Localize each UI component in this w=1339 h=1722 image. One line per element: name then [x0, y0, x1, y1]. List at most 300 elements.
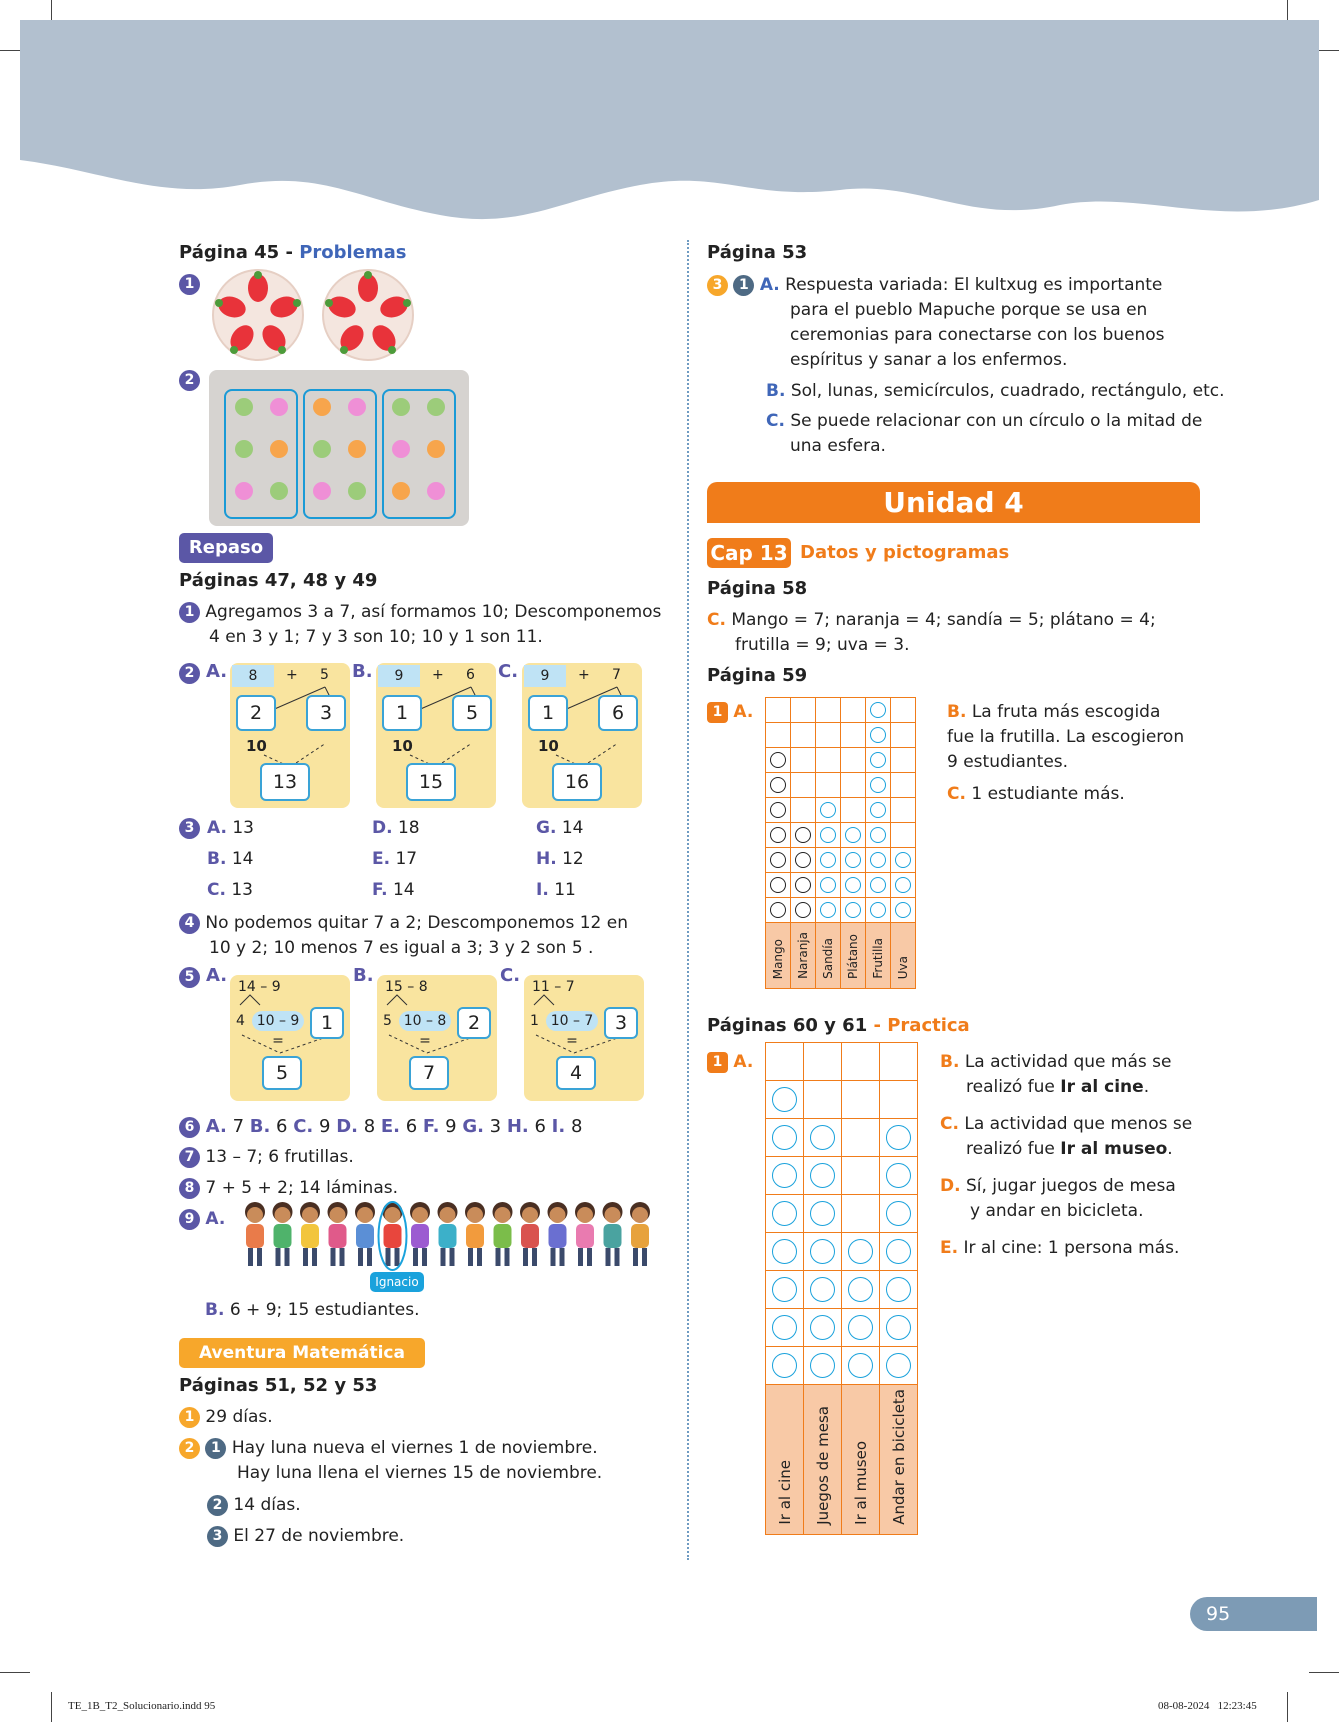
q6-value: 3 [483, 1116, 507, 1137]
pictograph-cell [816, 898, 841, 923]
pictograph-cell [866, 898, 891, 923]
q3-answer: H. 12 [536, 849, 584, 869]
pictograph-cell [766, 1157, 804, 1195]
pictograph-cell [766, 1309, 804, 1347]
q6-label: G. [462, 1116, 484, 1137]
q2-addend-a: 9 [524, 665, 566, 687]
pictograph-cell [841, 848, 866, 873]
q6-value: 8 [565, 1116, 583, 1137]
pictograph-mark [820, 877, 836, 893]
pictograph-cell [791, 698, 816, 723]
pictograph-mark [820, 802, 836, 818]
pictograph-row [766, 1195, 918, 1233]
pictograph-row [766, 1043, 918, 1081]
pictograph-cell [791, 898, 816, 923]
q3-answer: E. 17 [372, 849, 418, 869]
q2-ten: 10 [246, 737, 267, 755]
pictograph-mark [845, 852, 861, 868]
repaso-q9-b: B. 6 + 9; 15 estudiantes. [205, 1300, 420, 1320]
aventura-title: Páginas 51, 52 y 53 [179, 1375, 378, 1396]
pictograph-cell [841, 723, 866, 748]
pictograph-mark [770, 752, 786, 768]
pictograph-mark [845, 877, 861, 893]
pictograph-mark [772, 1353, 797, 1378]
pictograph-cell [766, 823, 791, 848]
p53-c: C. Se puede relacionar con un círculo o la mitad de una esfera. [766, 411, 1203, 456]
q2-result: 16 [552, 763, 602, 801]
pictograph-mark [886, 1201, 911, 1226]
q6-label: F. [422, 1116, 440, 1137]
pictograph-cell [842, 1043, 880, 1081]
pictograph-cell [842, 1081, 880, 1119]
pictograph-mark [770, 777, 786, 793]
p53-b: B. Sol, lunas, semicírculos, cuadrado, rectángulo, etc. [766, 381, 1225, 401]
pictograph-mark [810, 1353, 835, 1378]
q3-answer: F. 14 [372, 880, 415, 900]
pictograph-cell [841, 748, 866, 773]
repaso-badge: Repaso [179, 533, 273, 563]
pictograph-cell [816, 873, 841, 898]
pictograph-category-label: Ir al cine [775, 1460, 794, 1525]
pictograph-cell [880, 1043, 918, 1081]
pictograph-cell [891, 848, 916, 873]
p59-a: 1 A. [707, 700, 753, 725]
pictograph-row [766, 1309, 918, 1347]
pictograph-category-cell [766, 1385, 804, 1535]
ignacio-label: Ignacio [370, 1272, 424, 1292]
pictograph-cell [842, 1309, 880, 1347]
pictograph-mark [886, 1315, 911, 1340]
q3-answer: D. 18 [372, 818, 420, 838]
q2-operator: + [286, 667, 298, 683]
pictograph-mark [870, 702, 886, 718]
page-58-title: Página 58 [707, 578, 808, 599]
pictograph-mark [870, 777, 886, 793]
aventura-badge: Aventura Matemática [179, 1338, 425, 1368]
q2-label: C. [498, 661, 519, 682]
pictograph-cell [841, 698, 866, 723]
pictograph-mark [848, 1277, 873, 1302]
pictograph-category-cell [891, 923, 916, 989]
pictograph-mark [848, 1239, 873, 1264]
q6-label: D. [336, 1116, 358, 1137]
q2-result: 15 [406, 763, 456, 801]
repaso-q9: 9 A. [179, 1207, 225, 1232]
pictograph-cell [880, 1309, 918, 1347]
pictograph-cell [841, 823, 866, 848]
pictograph-mark [870, 802, 886, 818]
q3-answer: I. 11 [536, 880, 576, 900]
q6-label: E. [380, 1116, 401, 1137]
q2-ten: 10 [538, 737, 559, 755]
pictograph-category-cell [804, 1385, 842, 1535]
pictograph-table [765, 697, 916, 989]
q2-addend-a: 9 [378, 665, 420, 687]
repaso-title: Páginas 47, 48 y 49 [179, 570, 378, 591]
pictograph-cell [791, 848, 816, 873]
repaso-q6: 6 A. 7 B. 6 C. 9 D. 8 E. 6 F. 9 G. 3 H. 6 I. 8 [179, 1114, 582, 1139]
pictograph-cell [891, 798, 916, 823]
pictograph-cell [891, 873, 916, 898]
pictograph-mark [810, 1201, 835, 1226]
pictograph-mark [770, 827, 786, 843]
q5-number: 5 [179, 967, 200, 988]
q2-part-x: 2 [236, 695, 276, 731]
pictograph-cell [816, 823, 841, 848]
q2-operator: + [578, 667, 590, 683]
q2-part-y: 5 [452, 695, 492, 731]
q5-result: 5 [262, 1056, 302, 1090]
pictograph-row [766, 873, 916, 898]
pictograph-cell [842, 1271, 880, 1309]
pictograph-cell [766, 1119, 804, 1157]
q5-middle: 10 – 8 = [399, 1011, 451, 1031]
pictograph-mark [848, 1353, 873, 1378]
pictograph-cell [816, 748, 841, 773]
cap-badge: Cap 13 [707, 538, 791, 568]
q6-value: 6 [528, 1116, 552, 1137]
pictograph-category-label: Ir al museo [851, 1441, 870, 1525]
q3-answer: A. 13 [207, 818, 254, 838]
q5-answer: 1 [310, 1007, 344, 1039]
pictograph-cell [804, 1157, 842, 1195]
pictograph-mark [895, 877, 911, 893]
aventura-q2: 2 1 Hay luna nueva el viernes 1 de noviembre. Hay luna llena el viernes 15 de noviembre. [179, 1436, 602, 1486]
pictograph-cell [842, 1195, 880, 1233]
pictograph-row [766, 1157, 918, 1195]
pictograph-mark [820, 902, 836, 918]
pictograph-cell [842, 1233, 880, 1271]
pictograph-row [766, 723, 916, 748]
pictograph-mark [795, 827, 811, 843]
pictograph-cell [816, 848, 841, 873]
p53-a: 3 1 A. Respuesta variada: El kultxug es importante para el pueblo Mapuche porque se usa en ceremonias para conectarse con los buenos espíritus y sanar a los enfermos. [707, 273, 1165, 373]
q6-label: I. [551, 1116, 566, 1137]
pictograph-category-cell [791, 923, 816, 989]
pictograph-category-cell [866, 923, 891, 989]
item-number-1: 1 [179, 274, 200, 295]
pictograph-cell [842, 1157, 880, 1195]
cap-title: Datos y pictogramas [800, 542, 1010, 563]
q2-part-y: 3 [306, 695, 346, 731]
q5-label: A. [206, 965, 228, 986]
q5-answer: 2 [457, 1007, 491, 1039]
q5-expression: 15 – 8 [385, 979, 428, 995]
pictograph-category-cell [816, 923, 841, 989]
pictograph-row [766, 748, 916, 773]
q2-addend-a: 8 [232, 665, 274, 687]
pictograph-cell [766, 698, 791, 723]
pictograph-row [766, 1233, 918, 1271]
strawberry-plates-image [210, 266, 430, 364]
pictograph-cell [804, 1119, 842, 1157]
pictograph-cell [766, 723, 791, 748]
pictograph-mark [870, 752, 886, 768]
pictograph-mark [886, 1277, 911, 1302]
candies-image [209, 370, 469, 526]
children-line-image [243, 1200, 663, 1272]
pictograph-mark [845, 827, 861, 843]
q5-left: 1 [530, 1013, 539, 1029]
pictograph-cell [804, 1081, 842, 1119]
q2-operator: + [432, 667, 444, 683]
pictograph-cell [891, 773, 916, 798]
pictograph-category-label: Andar en bicicleta [889, 1389, 908, 1525]
pictograph-cell [816, 698, 841, 723]
pictograph-mark [870, 877, 886, 893]
pictograph-mark [810, 1125, 835, 1150]
pictograph-cell [866, 748, 891, 773]
pictograph-mark [770, 802, 786, 818]
pictograph-cell [804, 1233, 842, 1271]
page-number: 95 [1190, 1597, 1317, 1631]
p60-c: C. La actividad que menos se realizó fue Ir al museo. [940, 1114, 1193, 1159]
q6-value: 6 [270, 1116, 294, 1137]
q6-value: 9 [313, 1116, 337, 1137]
pictograph-table [765, 1042, 918, 1535]
pictograph-cell [880, 1081, 918, 1119]
pictograph-mark [820, 852, 836, 868]
q5-expression: 14 – 9 [238, 979, 281, 995]
pictograph-label-row [766, 1385, 918, 1535]
pictograph-mark [772, 1201, 797, 1226]
pictograph-row [766, 698, 916, 723]
p59-c: C. 1 estudiante más. [947, 784, 1125, 804]
pictograph-mark [870, 852, 886, 868]
pictograph-mark [820, 827, 836, 843]
q5-answer: 3 [604, 1007, 638, 1039]
pictograph-row [766, 848, 916, 873]
pictograph-cell [804, 1347, 842, 1385]
pictograph-cell [766, 1233, 804, 1271]
pictograph-category-label: Mango [771, 938, 785, 979]
q5-result: 4 [556, 1056, 596, 1090]
pictograph-cell [866, 873, 891, 898]
pictograph-row [766, 1347, 918, 1385]
pictograph-cell [766, 1043, 804, 1081]
pictograph-cell [866, 698, 891, 723]
repaso-q8: 8 7 + 5 + 2; 14 láminas. [179, 1176, 398, 1201]
pictograph-cell [766, 873, 791, 898]
repaso-q1: 1 Agregamos 3 a 7, así formamos 10; Descomponemos 4 en 3 y 1; 7 y 3 son 10; 10 y 1 son 11. [179, 600, 661, 650]
pictograph-cell [841, 773, 866, 798]
q6-label: A. [205, 1116, 227, 1137]
pictograph-category-cell [841, 923, 866, 989]
pictograph-mark [845, 902, 861, 918]
p60-b: B. La actividad que más se realizó fue Ir al cine. [940, 1052, 1172, 1097]
pictograph-cell [791, 748, 816, 773]
q2-label: B. [352, 661, 373, 682]
footer-date: 08-08-2024 12:23:45 [1158, 1700, 1257, 1712]
pictograph-cell [804, 1195, 842, 1233]
q2-part-x: 1 [382, 695, 422, 731]
page-53-title: Página 53 [707, 242, 808, 263]
pictograph-mark [772, 1163, 797, 1188]
pictograph-cell [766, 748, 791, 773]
pictograph-cell [766, 848, 791, 873]
p60-e: E. Ir al cine: 1 persona más. [940, 1238, 1180, 1258]
q3-answer: C. 13 [207, 880, 253, 900]
pictograph-cell [891, 898, 916, 923]
page-59-title: Página 59 [707, 665, 808, 686]
pictograph-category-cell [880, 1385, 918, 1535]
pictograph-cell [791, 773, 816, 798]
q2-result: 13 [260, 763, 310, 801]
q5-label: C. [500, 965, 521, 986]
pictograph-mark [772, 1315, 797, 1340]
pictograph-label-row [766, 923, 916, 989]
q6-value: 8 [357, 1116, 381, 1137]
pictograph-mark [795, 852, 811, 868]
pictograph-cell [791, 873, 816, 898]
pictograph-mark [795, 877, 811, 893]
p60-a: 1 A. [707, 1050, 753, 1075]
q2-part-x: 1 [528, 695, 568, 731]
pictograph-category-cell [842, 1385, 880, 1535]
pictograph-category-label: Frutilla [871, 938, 885, 979]
pictograph-cell [866, 848, 891, 873]
repaso-q4: 4 No podemos quitar 7 a 2; Descomponemos 12 en 10 y 2; 10 menos 7 es igual a 3; 3 y 2 son 5 . [179, 911, 628, 961]
pictograph-cell [880, 1195, 918, 1233]
pictograph-cell [891, 698, 916, 723]
pictograph-cell [880, 1347, 918, 1385]
pictograph-mark [886, 1163, 911, 1188]
q5-left: 4 [236, 1013, 245, 1029]
pictograph-cell [841, 798, 866, 823]
pictograph-cell [791, 798, 816, 823]
pictograph-cell [766, 773, 791, 798]
pictograph-mark [810, 1277, 835, 1302]
pictograph-mark [886, 1239, 911, 1264]
q2-label: A. [206, 661, 228, 682]
q2-ten: 10 [392, 737, 413, 755]
q2-addend-b: 5 [320, 667, 329, 683]
q2-part-y: 6 [598, 695, 638, 731]
q5-label: B. [353, 965, 374, 986]
pictograph-mark [770, 877, 786, 893]
pictograph-mark [770, 902, 786, 918]
q2-addend-b: 7 [612, 667, 621, 683]
pictograph-cell [816, 773, 841, 798]
pictograph-row [766, 898, 916, 923]
pictograph-mark [795, 902, 811, 918]
pictograph-category-cell [766, 923, 791, 989]
q6-value: 7 [226, 1116, 250, 1137]
pictograph-cell [891, 823, 916, 848]
aventura-q1: 1 29 días. [179, 1405, 273, 1430]
pictograph-cell [766, 1347, 804, 1385]
pictograph-cell [791, 823, 816, 848]
pictograph-cell [804, 1043, 842, 1081]
p58-c: C. Mango = 7; naranja = 4; sandía = 5; plátano = 4; frutilla = 9; uva = 3. [707, 610, 1156, 655]
pictograph-cell [866, 773, 891, 798]
pictograph-row [766, 1119, 918, 1157]
column-divider [687, 240, 689, 1560]
q5-expression: 11 – 7 [532, 979, 575, 995]
pictograph-cell [866, 723, 891, 748]
page-60-title: Páginas 60 y 61 - Practica [707, 1015, 970, 1036]
pictograph-cell [842, 1119, 880, 1157]
pictograph-mark [895, 902, 911, 918]
pictograph-cell [880, 1119, 918, 1157]
pictograph-cell [841, 898, 866, 923]
pictograph-cell [816, 723, 841, 748]
pictograph-row [766, 823, 916, 848]
pictograph-mark [886, 1353, 911, 1378]
pictograph-category-label: Naranja [796, 932, 810, 979]
pictograph-cell [766, 1271, 804, 1309]
pictograph-row [766, 1081, 918, 1119]
pictograph-mark [810, 1163, 835, 1188]
q3-answer: G. 14 [536, 818, 584, 838]
q6-label: C. [293, 1116, 314, 1137]
header-wave [20, 20, 1319, 235]
pictograph-mark [772, 1087, 797, 1112]
pictograph-cell [816, 798, 841, 823]
item-number-2: 2 [179, 370, 200, 391]
pictograph-mark [870, 902, 886, 918]
pictograph-cell [866, 798, 891, 823]
q5-result: 7 [409, 1056, 449, 1090]
pictograph-category-label: Uva [896, 955, 910, 979]
pictograph-mark [870, 827, 886, 843]
repaso-q7: 7 13 – 7; 6 frutillas. [179, 1145, 354, 1170]
q3-answer: B. 14 [207, 849, 254, 869]
aventura-q2-2: 2 14 días. [207, 1493, 301, 1518]
pictograph-cell [842, 1347, 880, 1385]
pictograph-mark [870, 727, 886, 743]
q2-addend-b: 6 [466, 667, 475, 683]
p59-b: B. La fruta más escogida fue la frutilla. La escogieron 9 estudiantes. [947, 702, 1185, 772]
footer-file: TE_1B_T2_Solucionario.indd 95 [68, 1700, 216, 1712]
pictograph-cell [841, 873, 866, 898]
q2-number: 2 [179, 663, 200, 684]
pictograph-cell [766, 898, 791, 923]
unidad-banner: Unidad 4 [707, 482, 1200, 523]
pictograph-row [766, 773, 916, 798]
pictograph-mark [770, 852, 786, 868]
pictograph-mark [848, 1315, 873, 1340]
q6-value: 6 [400, 1116, 423, 1137]
pictograph-mark [772, 1239, 797, 1264]
q6-label: B. [249, 1116, 271, 1137]
pictograph-cell [791, 723, 816, 748]
pictograph-mark [772, 1125, 797, 1150]
page-45-title: Página 45 - Problemas [179, 242, 407, 263]
q5-middle: 10 – 7 = [546, 1011, 598, 1031]
q5-left: 5 [383, 1013, 392, 1029]
pictograph-mark [810, 1315, 835, 1340]
q5-middle: 10 – 9 = [252, 1011, 304, 1031]
pictograph-row [766, 1271, 918, 1309]
pictograph-cell [880, 1233, 918, 1271]
pictograph-cell [880, 1157, 918, 1195]
pictograph-cell [866, 823, 891, 848]
pictograph-cell [766, 1081, 804, 1119]
pictograph-category-label: Plátano [846, 934, 860, 979]
pictograph-mark [810, 1239, 835, 1264]
p60-d: D. Sí, jugar juegos de mesa y andar en bicicleta. [940, 1176, 1176, 1221]
pictograph-cell [804, 1271, 842, 1309]
pictograph-category-label: Sandía [821, 938, 835, 979]
pictograph-mark [886, 1125, 911, 1150]
pictograph-row [766, 798, 916, 823]
pictograph-cell [804, 1309, 842, 1347]
pictograph-cell [766, 1195, 804, 1233]
pictograph-cell [880, 1271, 918, 1309]
pictograph-cell [766, 798, 791, 823]
q3-number: 3 [179, 818, 200, 839]
